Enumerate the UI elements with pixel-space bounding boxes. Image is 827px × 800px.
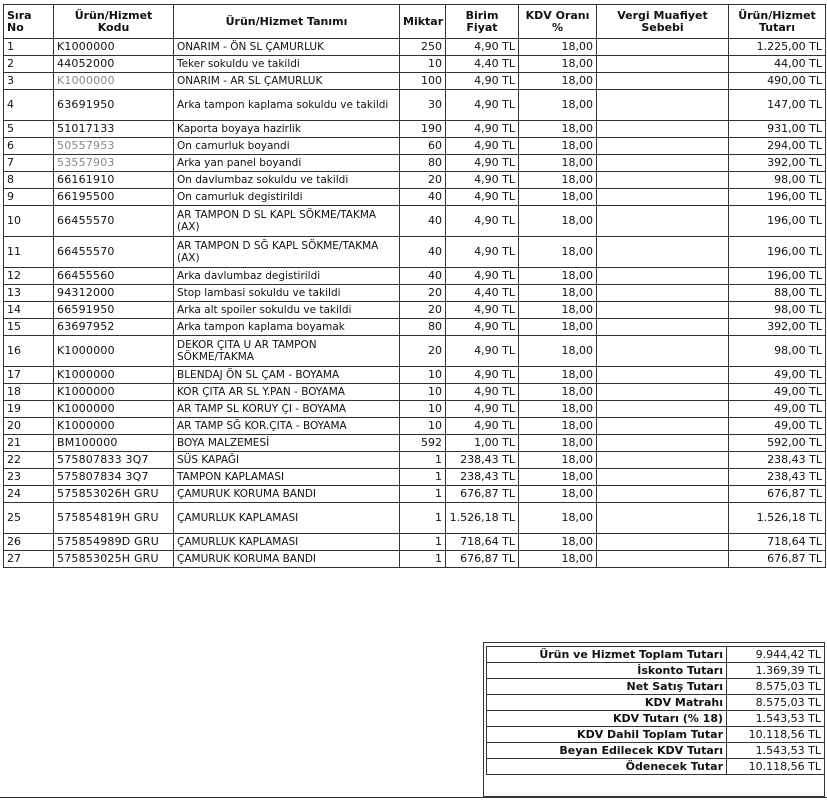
table-row <box>4 237 826 268</box>
totals-value: 1.369,39 TL <box>727 663 825 679</box>
cell-kod: 575853026H GRU <box>54 486 174 503</box>
cell-kdv: 18,00 <box>519 486 597 503</box>
cell-fiyat: 4,40 TL <box>446 285 519 302</box>
cell-muafiyet <box>597 367 729 384</box>
cell-kod: 575853025H GRU <box>54 551 174 568</box>
totals-row <box>487 743 825 759</box>
cell-muafiyet <box>597 189 729 206</box>
col-header-tutar: Ürün/Hizmet Tutarı <box>729 5 826 39</box>
cell-miktar: 40 <box>400 237 446 268</box>
cell-muafiyet <box>597 155 729 172</box>
cell-sira: 20 <box>4 418 54 435</box>
table-row <box>4 172 826 189</box>
header-row <box>4 5 826 39</box>
cell-kod: 94312000 <box>54 285 174 302</box>
table-row <box>4 401 826 418</box>
cell-muafiyet <box>597 268 729 285</box>
cell-muafiyet <box>597 551 729 568</box>
cell-tutar: 49,00 TL <box>729 384 826 401</box>
table-row <box>4 452 826 469</box>
cell-kdv: 18,00 <box>519 452 597 469</box>
cell-kod: 53557903 <box>54 155 174 172</box>
cell-miktar: 592 <box>400 435 446 452</box>
cell-kdv: 18,00 <box>519 384 597 401</box>
cell-kod: K1000000 <box>54 336 174 367</box>
cell-muafiyet <box>597 469 729 486</box>
cell-tanim: Arka davlumbaz degistirildi <box>174 268 400 285</box>
table-row <box>4 319 826 336</box>
cell-kdv: 18,00 <box>519 302 597 319</box>
cell-sira: 16 <box>4 336 54 367</box>
cell-tanim: DEKOR ÇITA U AR TAMPON SÖKME/TAKMA <box>174 336 400 367</box>
cell-miktar: 80 <box>400 155 446 172</box>
totals-row <box>487 759 825 775</box>
cell-fiyat: 4,90 TL <box>446 189 519 206</box>
totals-row <box>487 727 825 743</box>
cell-muafiyet <box>597 435 729 452</box>
cell-fiyat: 238,43 TL <box>446 469 519 486</box>
cell-muafiyet <box>597 138 729 155</box>
cell-fiyat: 4,90 TL <box>446 172 519 189</box>
cell-tutar: 196,00 TL <box>729 189 826 206</box>
cell-miktar: 40 <box>400 189 446 206</box>
cell-tanim: BOYA MALZEMESİ <box>174 435 400 452</box>
cell-kod: 50557953 <box>54 138 174 155</box>
cell-tanim: ÇAMURUK KORUMA BANDI <box>174 486 400 503</box>
cell-tutar: 592,00 TL <box>729 435 826 452</box>
cell-kod: 44052000 <box>54 56 174 73</box>
cell-tutar: 98,00 TL <box>729 336 826 367</box>
cell-kdv: 18,00 <box>519 39 597 56</box>
cell-fiyat: 718,64 TL <box>446 534 519 551</box>
cell-muafiyet <box>597 121 729 138</box>
cell-sira: 6 <box>4 138 54 155</box>
cell-kod: 63697952 <box>54 319 174 336</box>
table-row <box>4 551 826 568</box>
cell-kdv: 18,00 <box>519 56 597 73</box>
cell-sira: 25 <box>4 503 54 534</box>
cell-tanim: On camurluk degistirildi <box>174 189 400 206</box>
totals-label: Ödenecek Tutar <box>487 759 727 775</box>
cell-miktar: 20 <box>400 302 446 319</box>
cell-miktar: 80 <box>400 319 446 336</box>
cell-tutar: 49,00 TL <box>729 418 826 435</box>
cell-tutar: 98,00 TL <box>729 302 826 319</box>
cell-tutar: 676,87 TL <box>729 486 826 503</box>
cell-muafiyet <box>597 486 729 503</box>
cell-tanim: Kaporta boyaya hazirlik <box>174 121 400 138</box>
cell-kod: 66591950 <box>54 302 174 319</box>
items-table <box>3 4 826 568</box>
table-row <box>4 56 826 73</box>
col-header-miktar: Miktar <box>400 5 446 39</box>
totals-value: 10.118,56 TL <box>727 727 825 743</box>
cell-muafiyet <box>597 285 729 302</box>
cell-sira: 14 <box>4 302 54 319</box>
table-row <box>4 384 826 401</box>
cell-fiyat: 4,90 TL <box>446 384 519 401</box>
cell-tutar: 392,00 TL <box>729 319 826 336</box>
cell-kdv: 18,00 <box>519 469 597 486</box>
cell-miktar: 100 <box>400 73 446 90</box>
cell-kdv: 18,00 <box>519 237 597 268</box>
cell-fiyat: 1,00 TL <box>446 435 519 452</box>
cell-muafiyet <box>597 90 729 121</box>
totals-value: 8.575,03 TL <box>727 695 825 711</box>
table-row <box>4 418 826 435</box>
table-row <box>4 206 826 237</box>
cell-tutar: 1.526,18 TL <box>729 503 826 534</box>
table-row <box>4 189 826 206</box>
cell-tutar: 49,00 TL <box>729 401 826 418</box>
cell-sira: 9 <box>4 189 54 206</box>
cell-miktar: 190 <box>400 121 446 138</box>
cell-tanim: SÜS KAPAĞI <box>174 452 400 469</box>
col-header-sira: Sıra No <box>4 5 54 39</box>
table-row <box>4 268 826 285</box>
cell-tutar: 718,64 TL <box>729 534 826 551</box>
cell-tutar: 88,00 TL <box>729 285 826 302</box>
cell-kdv: 18,00 <box>519 319 597 336</box>
cell-kdv: 18,00 <box>519 268 597 285</box>
cell-tanim: AR TAMPON D SL KAPL SÖKME/TAKMA (AX) <box>174 206 400 237</box>
bottom-divider <box>0 797 827 798</box>
cell-muafiyet <box>597 384 729 401</box>
cell-tutar: 931,00 TL <box>729 121 826 138</box>
cell-miktar: 10 <box>400 384 446 401</box>
cell-kod: K1000000 <box>54 73 174 90</box>
cell-muafiyet <box>597 172 729 189</box>
cell-kdv: 18,00 <box>519 401 597 418</box>
cell-tutar: 98,00 TL <box>729 172 826 189</box>
cell-muafiyet <box>597 237 729 268</box>
cell-sira: 19 <box>4 401 54 418</box>
cell-miktar: 40 <box>400 268 446 285</box>
totals-value: 1.543,53 TL <box>727 711 825 727</box>
cell-sira: 26 <box>4 534 54 551</box>
cell-kod: K1000000 <box>54 418 174 435</box>
cell-tanim: ÇAMURLUK KAPLAMASI <box>174 503 400 534</box>
cell-tanim: AR TAMPON D SĞ KAPL SÖKME/TAKMA (AX) <box>174 237 400 268</box>
cell-tutar: 196,00 TL <box>729 237 826 268</box>
table-row <box>4 285 826 302</box>
col-header-tanim: Ürün/Hizmet Tanımı <box>174 5 400 39</box>
table-row <box>4 121 826 138</box>
cell-miktar: 1 <box>400 469 446 486</box>
cell-kod: 575807834 3Q7 <box>54 469 174 486</box>
table-row <box>4 367 826 384</box>
totals-label: İskonto Tutarı <box>487 663 727 679</box>
cell-sira: 4 <box>4 90 54 121</box>
cell-miktar: 20 <box>400 285 446 302</box>
cell-kdv: 18,00 <box>519 73 597 90</box>
cell-miktar: 1 <box>400 551 446 568</box>
cell-miktar: 1 <box>400 534 446 551</box>
cell-miktar: 60 <box>400 138 446 155</box>
table-row <box>4 90 826 121</box>
cell-kdv: 18,00 <box>519 551 597 568</box>
cell-kod: K1000000 <box>54 39 174 56</box>
cell-kdv: 18,00 <box>519 534 597 551</box>
cell-sira: 15 <box>4 319 54 336</box>
table-row <box>4 503 826 534</box>
totals-table <box>486 646 825 775</box>
cell-kdv: 18,00 <box>519 503 597 534</box>
table-row <box>4 336 826 367</box>
cell-fiyat: 4,90 TL <box>446 268 519 285</box>
totals-label: KDV Matrahı <box>487 695 727 711</box>
cell-tutar: 147,00 TL <box>729 90 826 121</box>
cell-miktar: 10 <box>400 401 446 418</box>
totals-value: 8.575,03 TL <box>727 679 825 695</box>
cell-sira: 10 <box>4 206 54 237</box>
cell-fiyat: 4,90 TL <box>446 401 519 418</box>
cell-tutar: 676,87 TL <box>729 551 826 568</box>
cell-kdv: 18,00 <box>519 172 597 189</box>
cell-sira: 23 <box>4 469 54 486</box>
cell-sira: 7 <box>4 155 54 172</box>
col-header-fiyat: Birim Fiyat <box>446 5 519 39</box>
cell-tutar: 44,00 TL <box>729 56 826 73</box>
cell-fiyat: 4,90 TL <box>446 90 519 121</box>
table-row <box>4 486 826 503</box>
cell-kod: K1000000 <box>54 401 174 418</box>
cell-fiyat: 238,43 TL <box>446 452 519 469</box>
cell-sira: 22 <box>4 452 54 469</box>
cell-fiyat: 4,90 TL <box>446 121 519 138</box>
cell-fiyat: 4,90 TL <box>446 319 519 336</box>
cell-muafiyet <box>597 452 729 469</box>
cell-fiyat: 1.526,18 TL <box>446 503 519 534</box>
cell-sira: 5 <box>4 121 54 138</box>
cell-miktar: 250 <box>400 39 446 56</box>
cell-miktar: 1 <box>400 503 446 534</box>
cell-sira: 3 <box>4 73 54 90</box>
cell-tutar: 196,00 TL <box>729 268 826 285</box>
table-row <box>4 469 826 486</box>
cell-muafiyet <box>597 302 729 319</box>
totals-label: KDV Tutarı (% 18) <box>487 711 727 727</box>
cell-kdv: 18,00 <box>519 138 597 155</box>
cell-kod: 575854989D GRU <box>54 534 174 551</box>
table-row <box>4 155 826 172</box>
cell-tanim: On camurluk boyandi <box>174 138 400 155</box>
table-row <box>4 435 826 452</box>
cell-tutar: 490,00 TL <box>729 73 826 90</box>
table-row <box>4 39 826 56</box>
cell-muafiyet <box>597 73 729 90</box>
cell-muafiyet <box>597 534 729 551</box>
cell-kdv: 18,00 <box>519 206 597 237</box>
cell-tutar: 238,43 TL <box>729 469 826 486</box>
totals-value: 10.118,56 TL <box>727 759 825 775</box>
cell-kdv: 18,00 <box>519 418 597 435</box>
totals-value: 9.944,42 TL <box>727 647 825 663</box>
cell-muafiyet <box>597 401 729 418</box>
cell-tanim: Arka tampon kaplama sokuldu ve takildi <box>174 90 400 121</box>
cell-kdv: 18,00 <box>519 121 597 138</box>
cell-sira: 11 <box>4 237 54 268</box>
cell-muafiyet <box>597 56 729 73</box>
cell-miktar: 10 <box>400 56 446 73</box>
totals-row <box>487 679 825 695</box>
table-row <box>4 73 826 90</box>
cell-kod: 66455560 <box>54 268 174 285</box>
cell-tanim: Arka alt spoiler sokuldu ve takildi <box>174 302 400 319</box>
cell-tutar: 196,00 TL <box>729 206 826 237</box>
cell-kdv: 18,00 <box>519 90 597 121</box>
cell-kod: 66195500 <box>54 189 174 206</box>
cell-sira: 12 <box>4 268 54 285</box>
col-header-muafiyet: Vergi Muafiyet Sebebi <box>597 5 729 39</box>
cell-sira: 13 <box>4 285 54 302</box>
cell-tanim: TAMPON KAPLAMASI <box>174 469 400 486</box>
totals-label: Net Satış Tutarı <box>487 679 727 695</box>
cell-kod: 66161910 <box>54 172 174 189</box>
cell-tanim: Stop lambasi sokuldu ve takildi <box>174 285 400 302</box>
cell-kod: 575807833 3Q7 <box>54 452 174 469</box>
cell-tanim: Teker sokuldu ve takildi <box>174 56 400 73</box>
cell-kod: BM100000 <box>54 435 174 452</box>
cell-miktar: 1 <box>400 452 446 469</box>
cell-kod: K1000000 <box>54 367 174 384</box>
table-row <box>4 138 826 155</box>
cell-kod: 51017133 <box>54 121 174 138</box>
cell-tanim: On davlumbaz sokuldu ve takildi <box>174 172 400 189</box>
totals-row <box>487 647 825 663</box>
cell-tutar: 49,00 TL <box>729 367 826 384</box>
cell-kdv: 18,00 <box>519 285 597 302</box>
cell-fiyat: 676,87 TL <box>446 486 519 503</box>
cell-kod: K1000000 <box>54 384 174 401</box>
cell-fiyat: 4,90 TL <box>446 155 519 172</box>
cell-tanim: KOR ÇITA AR SL Y.PAN - BOYAMA <box>174 384 400 401</box>
cell-sira: 17 <box>4 367 54 384</box>
cell-miktar: 40 <box>400 206 446 237</box>
cell-muafiyet <box>597 418 729 435</box>
table-row <box>4 534 826 551</box>
totals-row <box>487 711 825 727</box>
cell-muafiyet <box>597 319 729 336</box>
table-row <box>4 302 826 319</box>
cell-fiyat: 4,90 TL <box>446 138 519 155</box>
cell-tutar: 392,00 TL <box>729 155 826 172</box>
cell-sira: 24 <box>4 486 54 503</box>
cell-fiyat: 4,90 TL <box>446 73 519 90</box>
cell-tanim: BLENDAJ ÖN SL ÇAM - BOYAMA <box>174 367 400 384</box>
cell-fiyat: 4,90 TL <box>446 39 519 56</box>
cell-miktar: 20 <box>400 172 446 189</box>
totals-row <box>487 663 825 679</box>
cell-muafiyet <box>597 336 729 367</box>
cell-miktar: 10 <box>400 367 446 384</box>
cell-miktar: 10 <box>400 418 446 435</box>
col-header-kod: Ürün/Hizmet Kodu <box>54 5 174 39</box>
cell-kod: 63691950 <box>54 90 174 121</box>
cell-miktar: 1 <box>400 486 446 503</box>
cell-kdv: 18,00 <box>519 336 597 367</box>
cell-miktar: 20 <box>400 336 446 367</box>
cell-tanim: ÇAMURUK KORUMA BANDI <box>174 551 400 568</box>
cell-kdv: 18,00 <box>519 367 597 384</box>
cell-kod: 66455570 <box>54 206 174 237</box>
cell-kdv: 18,00 <box>519 155 597 172</box>
cell-fiyat: 4,90 TL <box>446 367 519 384</box>
totals-label: KDV Dahil Toplam Tutar <box>487 727 727 743</box>
cell-tanim: ONARIM - ÖN SL ÇAMURLUK <box>174 39 400 56</box>
cell-muafiyet <box>597 39 729 56</box>
cell-tanim: ONARIM - AR SL ÇAMURLUK <box>174 73 400 90</box>
cell-fiyat: 4,90 TL <box>446 336 519 367</box>
cell-tutar: 1.225,00 TL <box>729 39 826 56</box>
cell-fiyat: 4,90 TL <box>446 418 519 435</box>
cell-fiyat: 4,90 TL <box>446 302 519 319</box>
cell-tanim: Arka yan panel boyandi <box>174 155 400 172</box>
cell-muafiyet <box>597 503 729 534</box>
totals-value: 1.543,53 TL <box>727 743 825 759</box>
cell-muafiyet <box>597 206 729 237</box>
cell-kdv: 18,00 <box>519 435 597 452</box>
totals-label: Beyan Edilecek KDV Tutarı <box>487 743 727 759</box>
cell-kod: 66455570 <box>54 237 174 268</box>
cell-tanim: Arka tampon kaplama boyamak <box>174 319 400 336</box>
cell-tanim: AR TAMP SL KORUY ÇI - BOYAMA <box>174 401 400 418</box>
totals-row <box>487 695 825 711</box>
cell-fiyat: 4,90 TL <box>446 237 519 268</box>
cell-kdv: 18,00 <box>519 189 597 206</box>
cell-sira: 2 <box>4 56 54 73</box>
cell-fiyat: 676,87 TL <box>446 551 519 568</box>
cell-kod: 575854819H GRU <box>54 503 174 534</box>
cell-sira: 21 <box>4 435 54 452</box>
col-header-kdv: KDV Oranı % <box>519 5 597 39</box>
cell-tanim: AR TAMP SĞ KOR.ÇITA - BOYAMA <box>174 418 400 435</box>
totals-label: Ürün ve Hizmet Toplam Tutarı <box>487 647 727 663</box>
cell-fiyat: 4,90 TL <box>446 206 519 237</box>
cell-sira: 1 <box>4 39 54 56</box>
cell-sira: 27 <box>4 551 54 568</box>
cell-tanim: ÇAMURLUK KAPLAMASI <box>174 534 400 551</box>
cell-miktar: 30 <box>400 90 446 121</box>
cell-sira: 8 <box>4 172 54 189</box>
cell-fiyat: 4,40 TL <box>446 56 519 73</box>
cell-sira: 18 <box>4 384 54 401</box>
cell-tutar: 238,43 TL <box>729 452 826 469</box>
cell-tutar: 294,00 TL <box>729 138 826 155</box>
